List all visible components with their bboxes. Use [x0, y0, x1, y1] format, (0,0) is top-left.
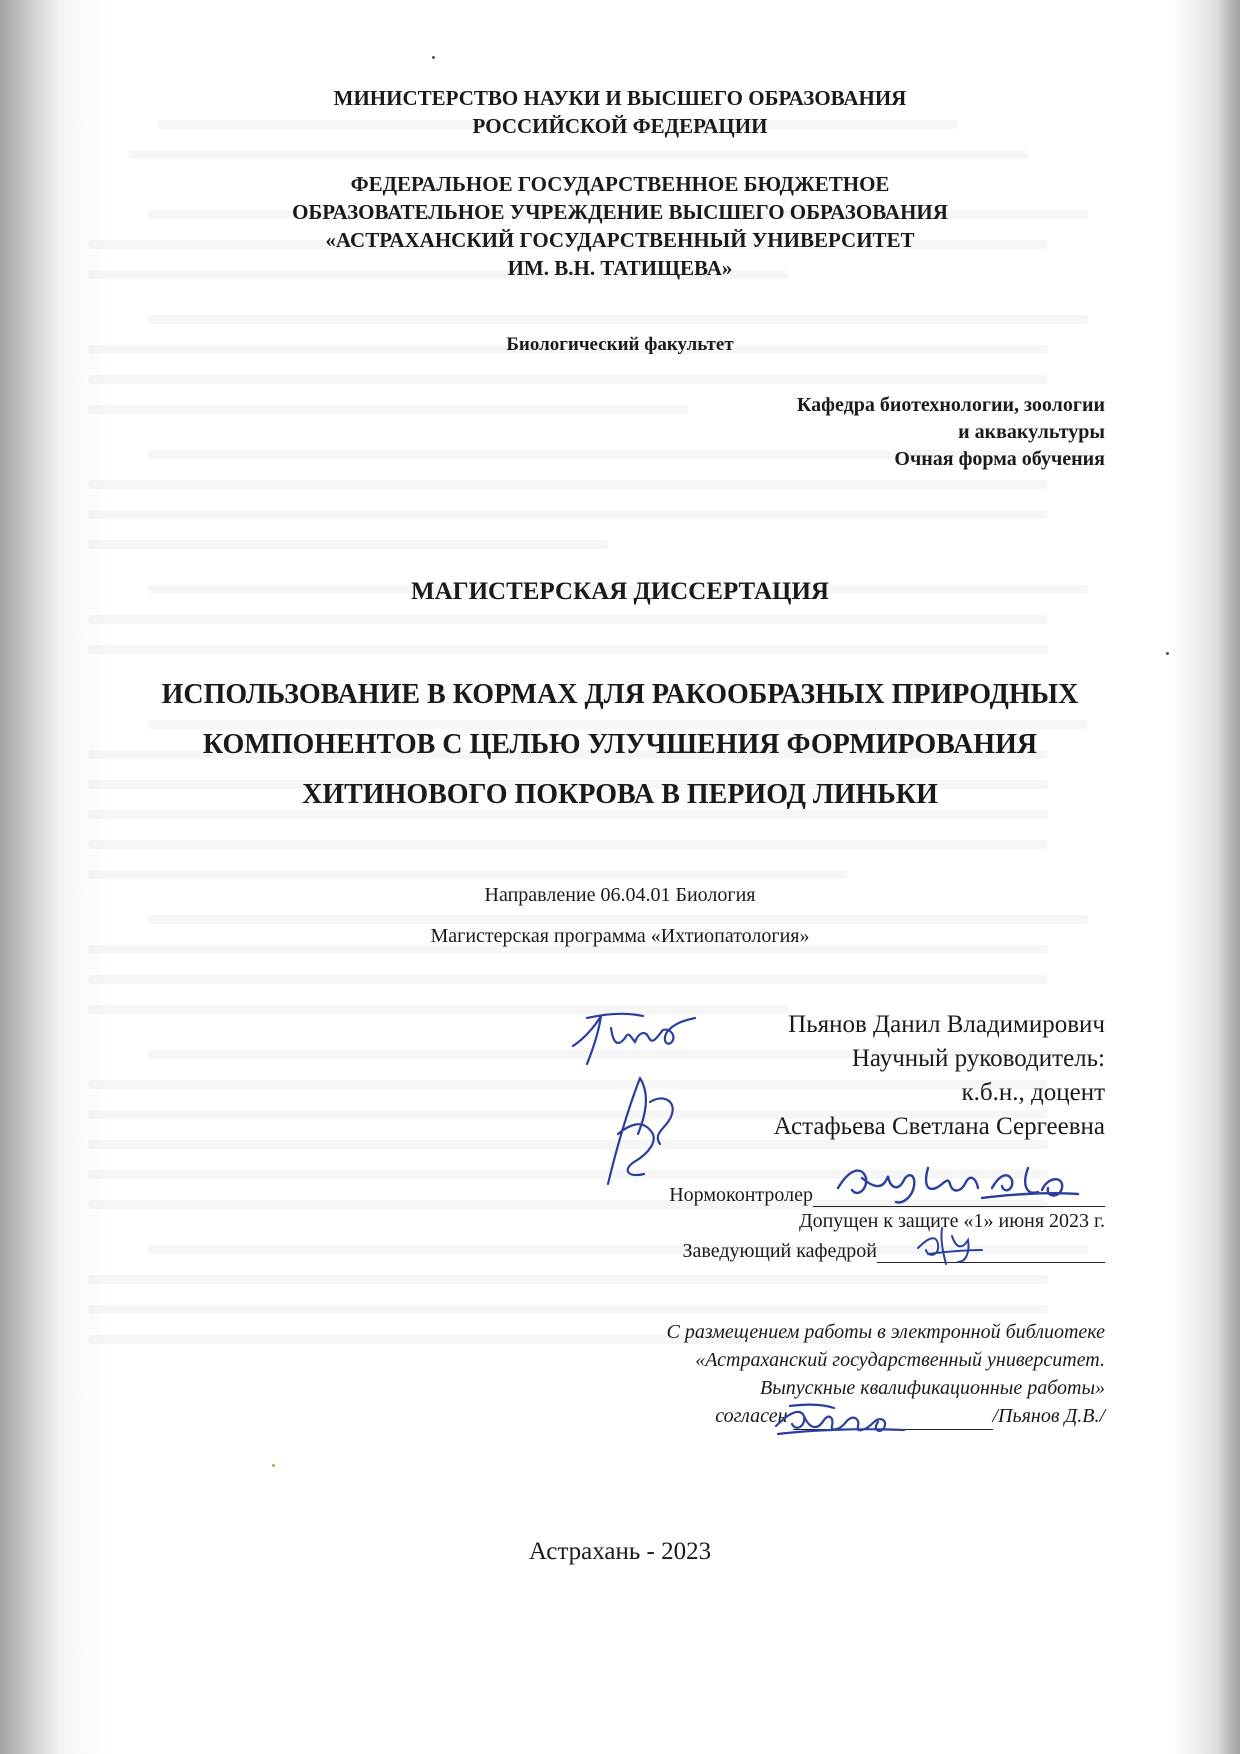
ebib-line-1: С размещением работы в электронной библиотеке	[666, 1321, 1105, 1343]
ebib-line-2: «Астраханский государственный университет.	[695, 1349, 1105, 1371]
thesis-title	[0, 670, 1240, 820]
faculty-name: Биологический факультет	[506, 334, 734, 355]
department-line-1: Кафедра биотехнологии, зоологии	[796, 394, 1105, 416]
author-name: Пьянов Данил Владимирович	[788, 1011, 1105, 1038]
ebib-line-3: Выпускные квалификационные работы»	[760, 1377, 1105, 1399]
city-year: Астрахань - 2023	[528, 1538, 712, 1565]
consent-signature	[770, 1400, 910, 1440]
head-of-department-row	[682, 1240, 1105, 1263]
scan-speck	[432, 56, 435, 59]
scan-speck	[272, 1464, 275, 1467]
institution-line-4: ИМ. В.Н. ТАТИЩЕВА»	[507, 256, 733, 280]
admission-date: Допущен к защите «1» июня 2023 г.	[798, 1210, 1105, 1232]
institution-line-2: ОБРАЗОВАТЕЛЬНОЕ УЧРЕЖДЕНИЕ ВЫСШЕГО ОБРАЗОВАНИЯ	[292, 200, 948, 224]
title-line-2: КОМПОНЕНТОВ С ЦЕЛЬЮ УЛУЧШЕНИЯ ФОРМИРОВАНИЯ	[202, 729, 1038, 760]
head-of-department-signature	[908, 1222, 988, 1266]
author-signature	[565, 1008, 705, 1068]
supervisor-label: Научный руководитель:	[851, 1045, 1105, 1072]
ministry-line-1: МИНИСТЕРСТВО НАУКИ И ВЫСШЕГО ОБРАЗОВАНИЯ	[333, 86, 907, 110]
study-form: Очная форма обучения	[894, 448, 1105, 470]
scan-speck	[1166, 652, 1169, 655]
study-direction: Направление 06.04.01 Биология	[484, 884, 756, 906]
title-line-3: ХИТИНОВОГО ПОКРОВА В ПЕРИОД ЛИНЬКИ	[302, 779, 938, 810]
norm-controller-label: Нормоконтролер	[669, 1184, 813, 1206]
norm-controller-signature	[832, 1158, 1082, 1210]
supervisor-degree: к.б.н., доцент	[961, 1079, 1105, 1106]
institution-heading	[0, 170, 1240, 282]
ministry-line-2: РОССИЙСКОЙ ФЕДЕРАЦИИ	[472, 114, 768, 138]
document-type: МАГИСТЕРСКАЯ ДИССЕРТАЦИЯ	[411, 578, 829, 605]
department-block	[797, 392, 1105, 473]
ebib-agree-label: согласен	[715, 1405, 788, 1427]
master-program: Магистерская программа «Ихтиопатология»	[430, 925, 810, 947]
ebib-agree-name: /Пьянов Д.В./	[992, 1405, 1105, 1427]
ministry-heading	[0, 84, 1240, 140]
author-block	[774, 1008, 1105, 1144]
supervisor-signature	[600, 1074, 690, 1194]
title-line-1: ИСПОЛЬЗОВАНИЕ В КОРМАХ ДЛЯ РАКООБРАЗНЫХ ПРИРОДНЫХ	[161, 679, 1079, 710]
department-line-2: и аквакультуры	[958, 421, 1105, 443]
institution-line-3: «АСТРАХАНСКИЙ ГОСУДАРСТВЕННЫЙ УНИВЕРСИТЕТ	[325, 228, 915, 252]
head-of-department-label: Заведующий кафедрой	[682, 1240, 877, 1262]
supervisor-name: Астафьева Светлана Сергеевна	[773, 1113, 1105, 1140]
institution-line-1: ФЕДЕРАЛЬНОЕ ГОСУДАРСТВЕННОЕ БЮДЖЕТНОЕ	[350, 172, 890, 196]
